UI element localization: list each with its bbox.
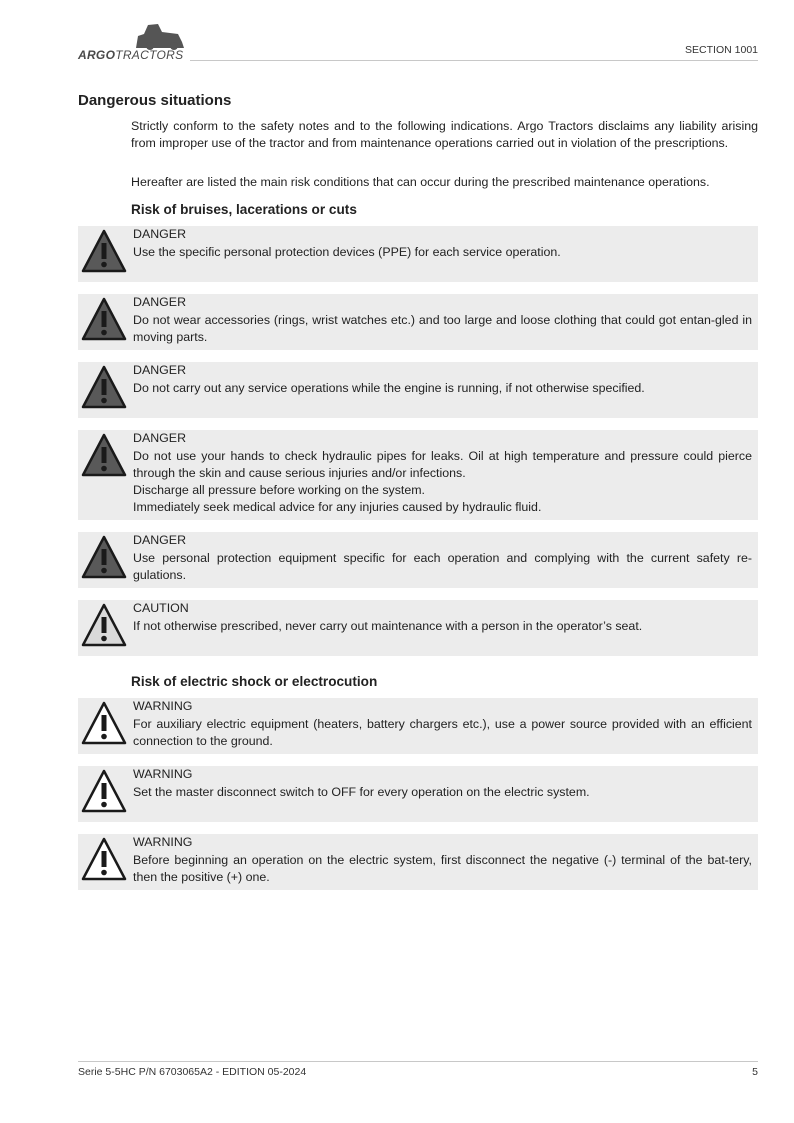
- notice-text: Do not wear accessories (rings, wrist watches etc.) and too large and loose clothing that could got entan-gled in moving parts.: [133, 313, 752, 344]
- danger-warning-triangle-icon: [81, 297, 127, 341]
- notice-kind: WARNING: [133, 767, 193, 781]
- argo-tractors-logo: [78, 22, 198, 62]
- notice-text: Use personal protection equipment specific for each operation and complying with the current safety re-gulations.: [133, 551, 752, 582]
- notice-text: If not otherwise prescribed, never carry out maintenance with a person in the operator’s seat.: [133, 619, 643, 633]
- danger-warning-triangle-icon: [81, 365, 127, 409]
- warning-triangle-icon: [81, 769, 127, 813]
- notice-kind: DANGER: [133, 295, 187, 309]
- notice-text: For auxiliary electric equipment (heaters, battery chargers etc.), use a power source provided with an efficient connection to the ground.: [133, 717, 752, 748]
- notice-box: [78, 532, 758, 588]
- notice-kind: DANGER: [133, 227, 187, 241]
- notice-kind: DANGER: [133, 431, 187, 445]
- notice-kind: WARNING: [133, 835, 193, 849]
- intro-paragraph-1: Strictly conform to the safety notes and to the following indications. Argo Tractors disclaims any liability arising from improper use of the tractor and from maintenance operations carried out in violation of the prescriptions.: [131, 119, 758, 150]
- tractor-logo-icon: [78, 22, 198, 50]
- page-number: 5: [752, 1066, 758, 1078]
- danger-warning-triangle-icon: [81, 229, 127, 273]
- caution-warning-triangle-icon: [81, 603, 127, 647]
- page-header: [78, 22, 758, 62]
- footer-edition: Serie 5-5HC P/N 6703065A2 - EDITION 05-2024: [78, 1066, 307, 1078]
- notice-text: Immediately seek medical advice for any injuries caused by hydraulic fluid.: [133, 500, 542, 514]
- notice-box: [78, 766, 758, 822]
- notice-box: [78, 698, 758, 754]
- notice-kind: DANGER: [133, 533, 187, 547]
- notice-box: [78, 294, 758, 350]
- notice-box: [78, 834, 758, 890]
- danger-warning-triangle-icon: [81, 535, 127, 579]
- notice-text: Set the master disconnect switch to OFF for every operation on the electric system.: [133, 785, 590, 799]
- warning-triangle-icon: [81, 701, 127, 745]
- intro-paragraph-2: Hereafter are listed the main risk conditions that can occur during the prescribed maintenance operations.: [131, 175, 710, 189]
- footer-rule: [78, 1061, 758, 1062]
- notice-kind: CAUTION: [133, 601, 189, 615]
- section-label: SECTION 1001: [685, 44, 758, 56]
- notice-text: Use the specific personal protection devices (PPE) for each service operation.: [133, 245, 561, 259]
- section-heading-electric: Risk of electric shock or electrocution: [131, 674, 378, 689]
- notice-text: Do not carry out any service operations while the engine is running, if not otherwise specified.: [133, 381, 645, 395]
- danger-warning-triangle-icon: [81, 433, 127, 477]
- notice-text: Discharge all pressure before working on the system.: [133, 483, 426, 497]
- notice-kind: WARNING: [133, 699, 193, 713]
- warning-triangle-icon: [81, 837, 127, 881]
- notice-box: [78, 430, 758, 520]
- notice-kind: DANGER: [133, 363, 187, 377]
- section-heading-bruises: Risk of bruises, lacerations or cuts: [131, 202, 357, 217]
- notice-box: [78, 600, 758, 656]
- notice-box: [78, 362, 758, 418]
- logo-wordmark: ARGOTRACTORS: [78, 48, 184, 62]
- notice-text: Do not use your hands to check hydraulic pipes for leaks. Oil at high temperature and pressure could pierce through the skin and cause serious injuries and/or infections.: [133, 449, 752, 480]
- page-title: Dangerous situations: [78, 92, 232, 109]
- header-rule: [190, 60, 758, 61]
- notice-text: Before beginning an operation on the electric system, first disconnect the negative (-) terminal of the bat-tery, then the positive (+) one.: [133, 853, 752, 884]
- notice-box: [78, 226, 758, 282]
